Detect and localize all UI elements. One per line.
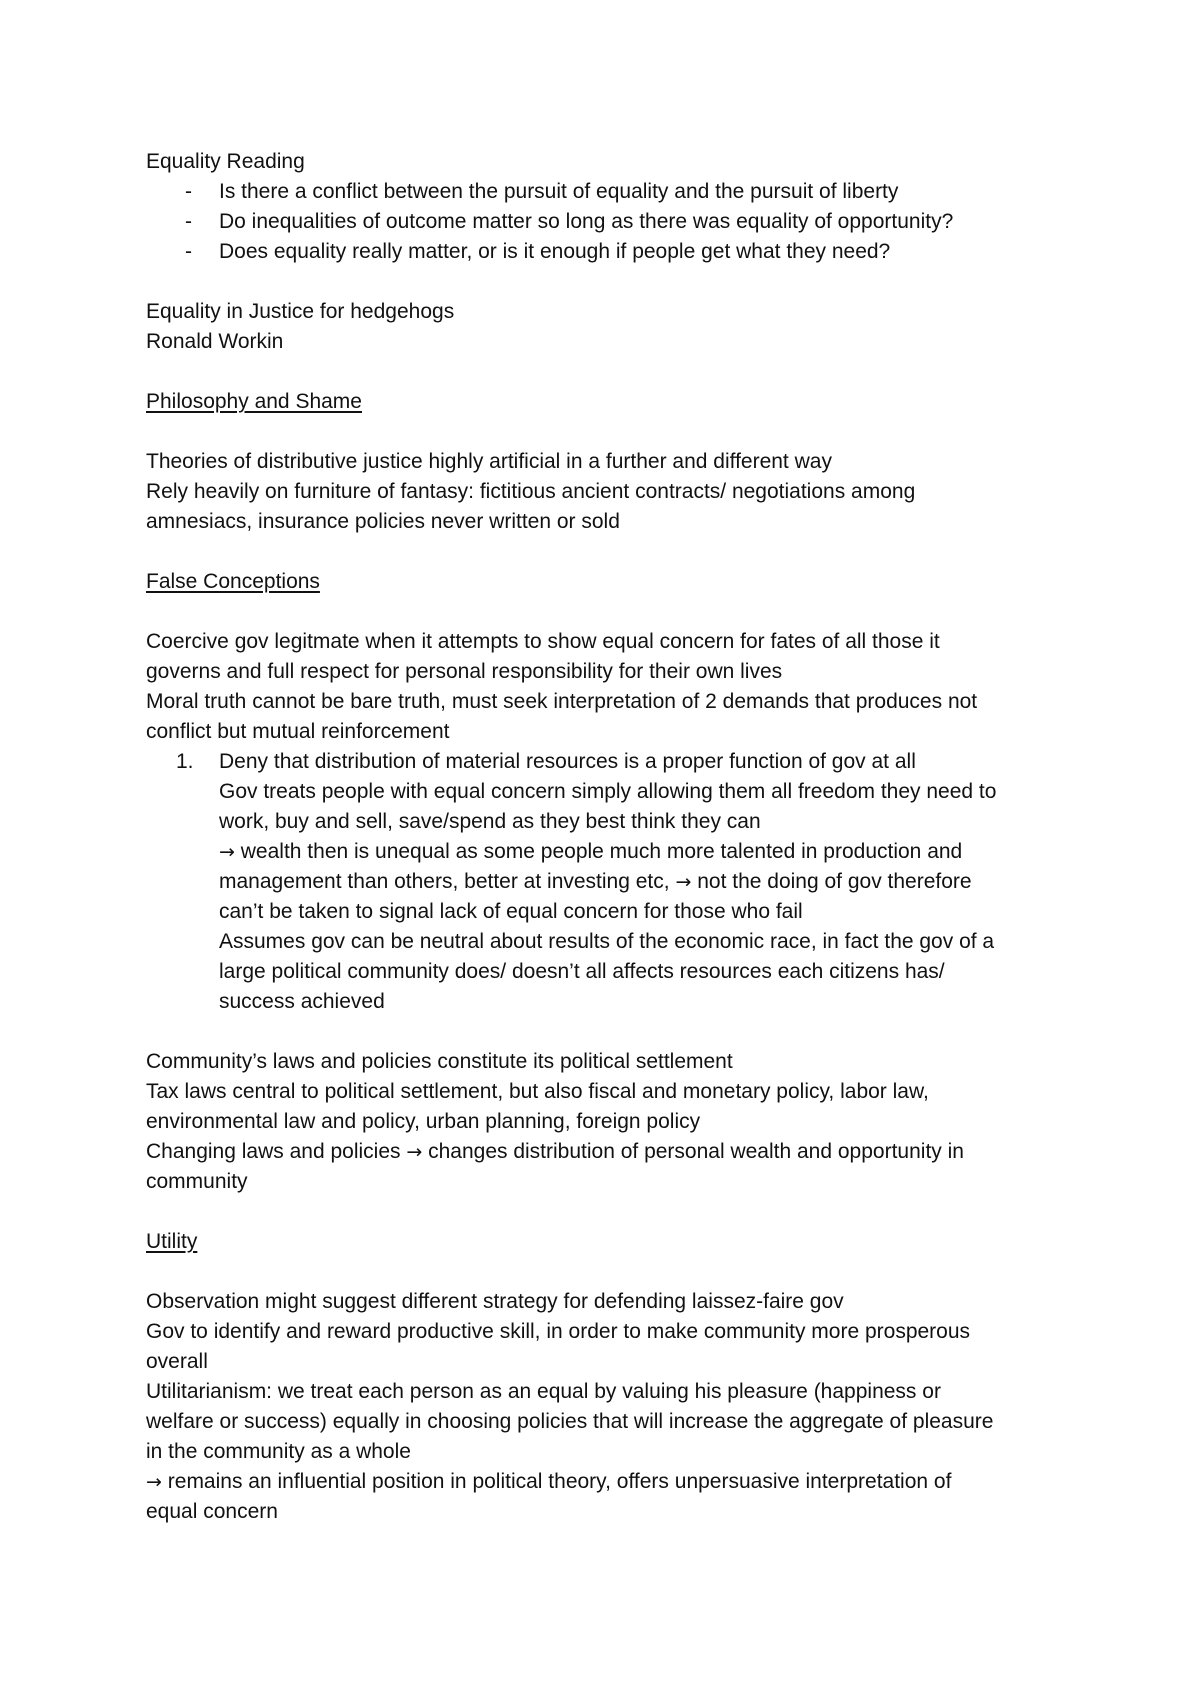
- right-arrow-icon: →: [406, 1141, 423, 1163]
- list-subline: [146, 837, 1066, 867]
- paragraph-line: Rely heavily on furniture of fantasy: fictitious ancient contracts/ negotiations among: [146, 480, 916, 503]
- document-title: Equality Reading: [146, 150, 305, 173]
- arrow-text: management than others, better at investing etc,: [219, 870, 670, 893]
- arrow-text: remains an influential position in political theory, offers unpersuasive interpretation of: [167, 1470, 952, 1493]
- spacer: [146, 267, 1066, 297]
- paragraph-line: welfare or success) equally in choosing policies that will increase the aggregate of pleasure: [146, 1410, 994, 1433]
- list-item-text: Deny that distribution of material resources is a proper function of gov at all: [219, 750, 916, 773]
- paragraph-line: equal concern: [146, 1500, 278, 1523]
- bullet-dash: -: [185, 180, 192, 203]
- paragraph-line: Gov to identify and reward productive skill, in order to make community more prosperous: [146, 1320, 971, 1343]
- paragraph-line: Theories of distributive justice highly artificial in a further and different way: [146, 450, 832, 473]
- right-arrow-icon: →: [219, 841, 235, 863]
- spacer: [146, 1197, 1066, 1227]
- arrow-text: changes distribution of personal wealth and opportunity in: [428, 1140, 964, 1163]
- spacer: [146, 417, 1066, 447]
- spacer: [146, 1257, 1066, 1287]
- arrow-text: wealth then is unequal as some people much more talented in production and: [240, 840, 963, 863]
- list-subline: Gov treats people with equal concern simply allowing them all freedom they need to: [219, 780, 997, 803]
- spacer: [146, 597, 1066, 627]
- bullet-dash: -: [185, 240, 192, 263]
- list-number: 1.: [176, 750, 194, 773]
- question-item: [146, 177, 1066, 207]
- question-text: Does equality really matter, or is it enough if people get what they need?: [219, 240, 891, 263]
- list-subline: Assumes gov can be neutral about results of the economic race, in fact the gov of a: [219, 930, 995, 953]
- source-author: Ronald Workin: [146, 330, 284, 353]
- list-subline: large political community does/ doesn’t all affects resources each citizens has/: [219, 960, 945, 983]
- paragraph-line: amnesiacs, insurance policies never written or sold: [146, 510, 620, 533]
- list-subline: can’t be taken to signal lack of equal concern for those who fail: [219, 900, 803, 923]
- list-subline: work, buy and sell, save/spend as they best think they can: [219, 810, 761, 833]
- arrow-text: not the doing of gov therefore: [697, 870, 972, 893]
- section-heading-utility: Utility: [146, 1230, 198, 1253]
- paragraph-line: Coercive gov legitmate when it attempts to show equal concern for fates of all those it: [146, 630, 940, 653]
- list-subline: [146, 867, 1066, 897]
- paragraph-line: conflict but mutual reinforcement: [146, 720, 450, 743]
- section-heading-false-conceptions: False Conceptions: [146, 570, 320, 593]
- question-item: [146, 207, 1066, 237]
- spacer: [146, 1017, 1066, 1047]
- paragraph-line: governs and full respect for personal responsibility for their own lives: [146, 660, 783, 683]
- paragraph-line: overall: [146, 1350, 208, 1373]
- paragraph-line: Moral truth cannot be bare truth, must seek interpretation of 2 demands that produces not: [146, 690, 978, 713]
- paragraph-line: in the community as a whole: [146, 1440, 411, 1463]
- question-text: Is there a conflict between the pursuit of equality and the pursuit of liberty: [219, 180, 899, 203]
- bullet-dash: -: [185, 210, 192, 233]
- list-subline: success achieved: [219, 990, 385, 1013]
- section-heading-philosophy: Philosophy and Shame: [146, 390, 362, 413]
- document-body: [146, 147, 1066, 1527]
- paragraph-line: community: [146, 1170, 248, 1193]
- question-item: [146, 237, 1066, 267]
- paragraph-line: Community’s laws and policies constitute its political settlement: [146, 1050, 733, 1073]
- right-arrow-icon: →: [146, 1471, 162, 1493]
- paragraph-line: Tax laws central to political settlement, but also fiscal and monetary policy, labor law,: [146, 1080, 929, 1103]
- paragraph-line: [146, 1467, 1066, 1497]
- numbered-list-item: [146, 747, 1066, 777]
- question-text: Do inequalities of outcome matter so long as there was equality of opportunity?: [219, 210, 954, 233]
- paragraph-line: Observation might suggest different strategy for defending laissez-faire gov: [146, 1290, 844, 1313]
- paragraph-line: environmental law and policy, urban planning, foreign policy: [146, 1110, 701, 1133]
- arrow-text: Changing laws and policies: [146, 1140, 401, 1163]
- spacer: [146, 357, 1066, 387]
- source-book: Equality in Justice for hedgehogs: [146, 300, 455, 323]
- spacer: [146, 537, 1066, 567]
- right-arrow-icon: →: [675, 871, 692, 893]
- paragraph-line: Utilitarianism: we treat each person as an equal by valuing his pleasure (happiness or: [146, 1380, 941, 1403]
- paragraph-line: [146, 1137, 1066, 1167]
